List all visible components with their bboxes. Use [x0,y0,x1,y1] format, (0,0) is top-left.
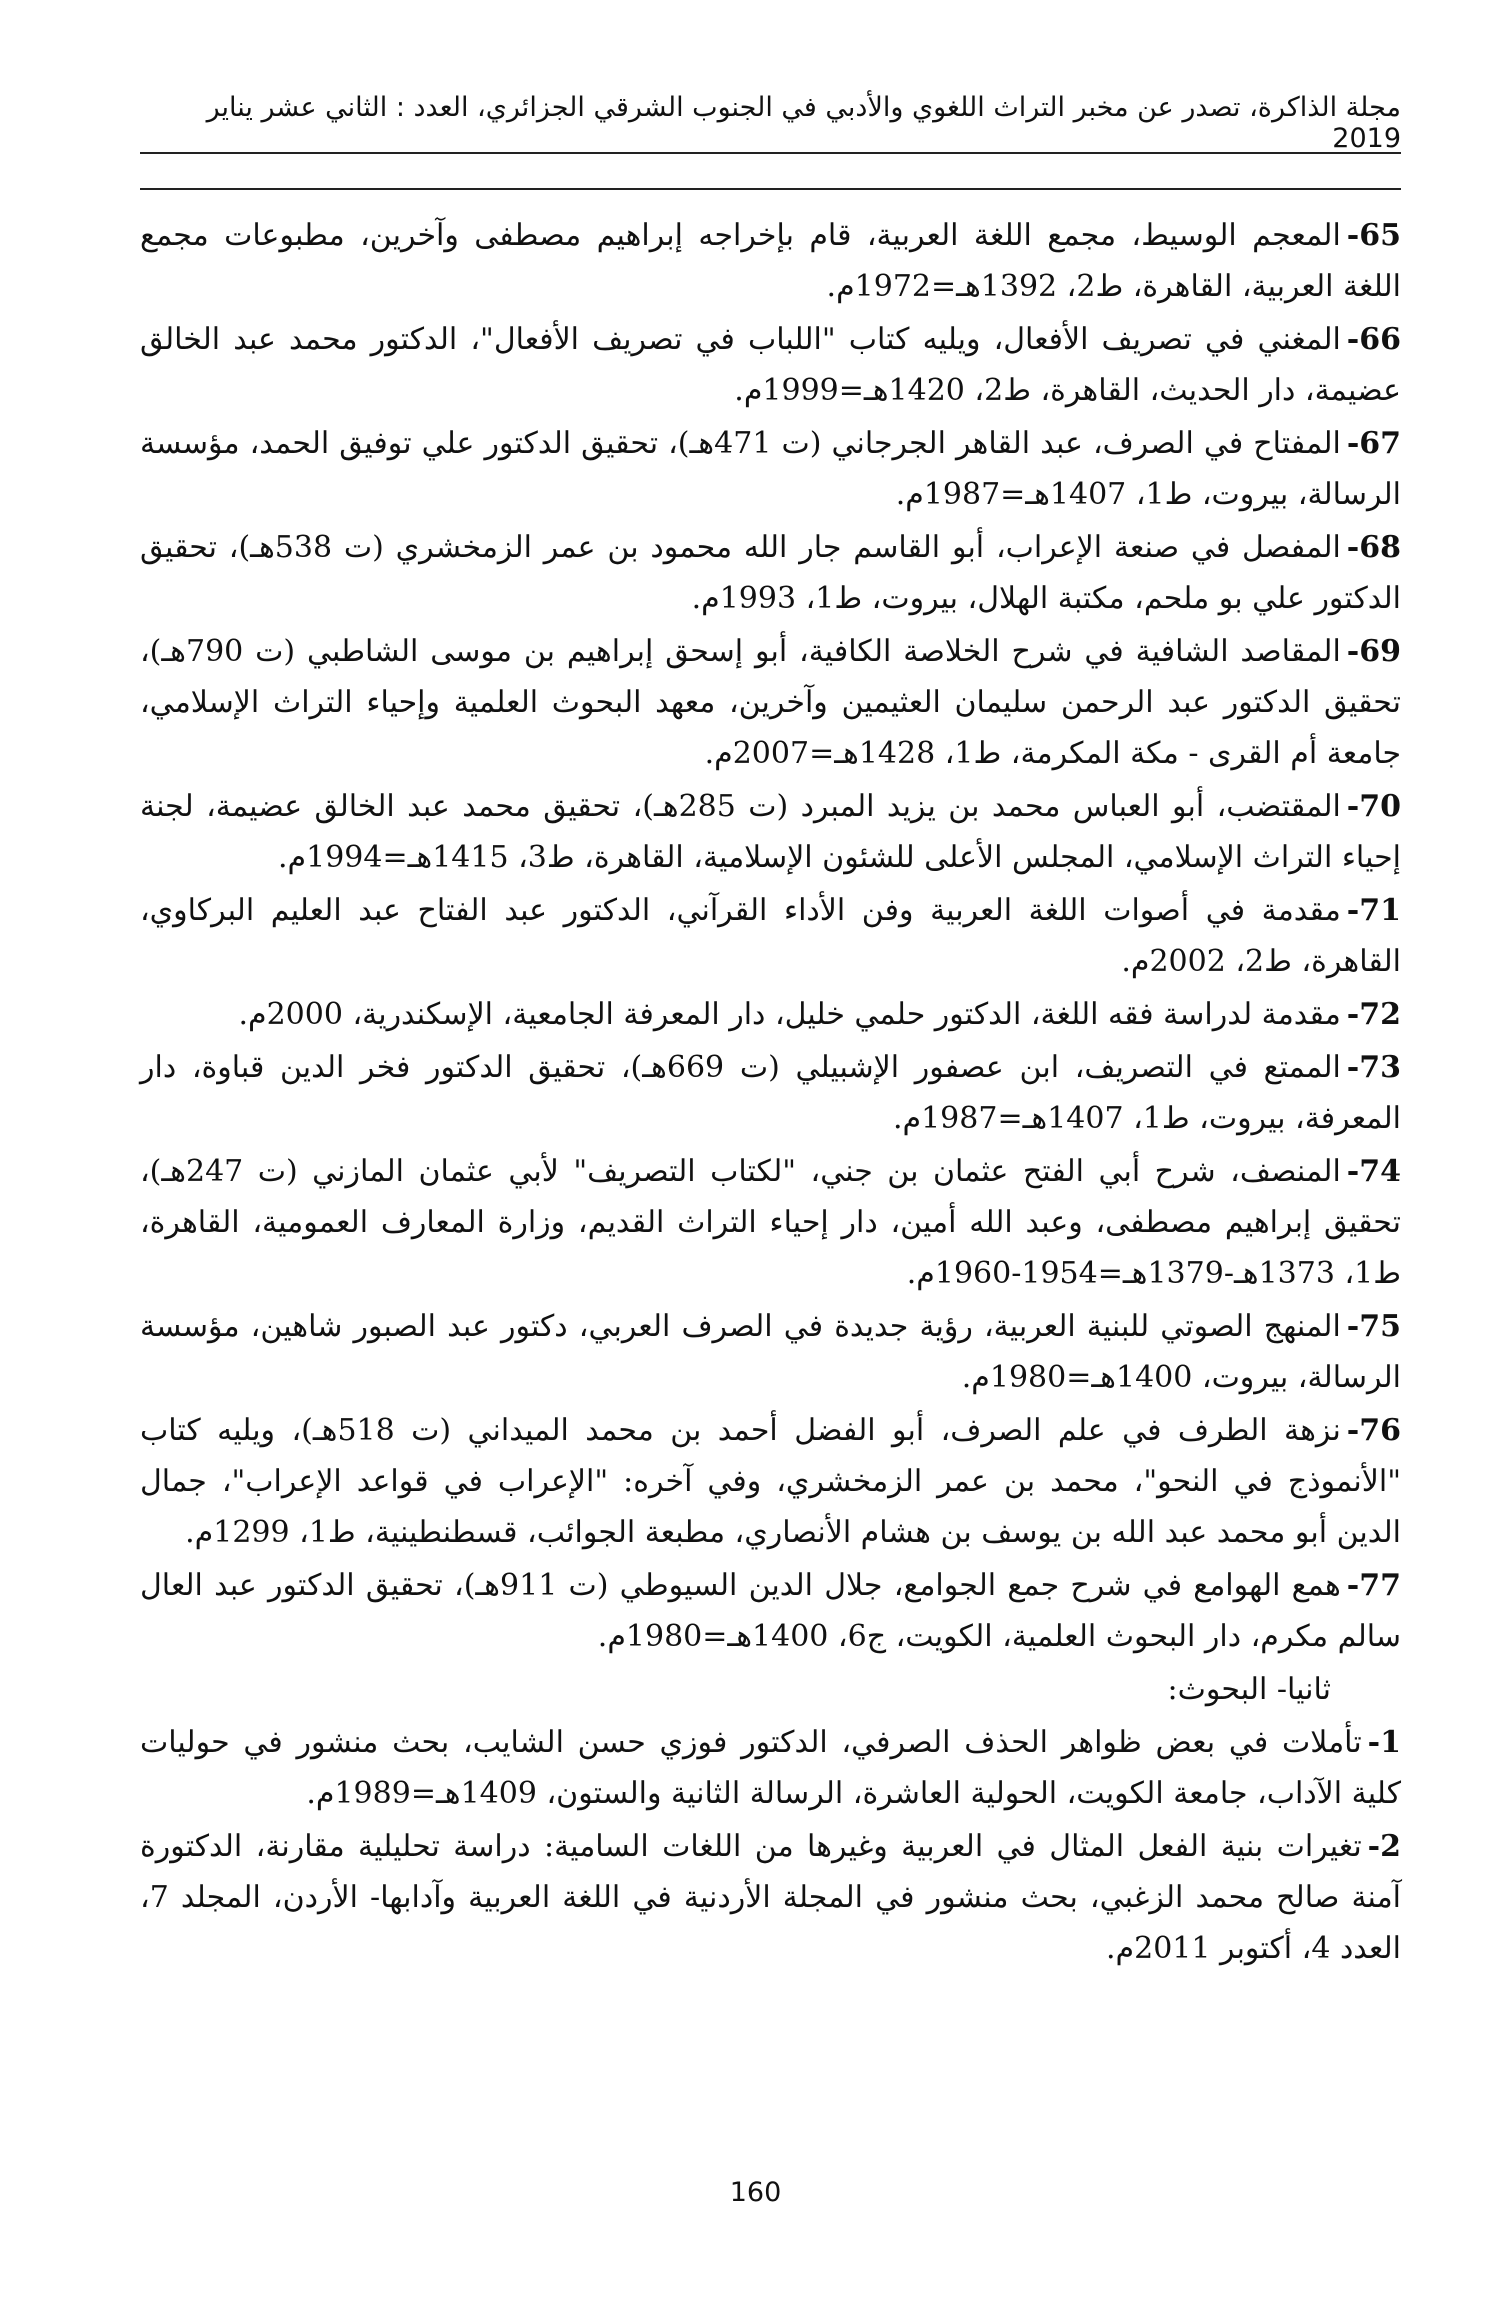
section-title: ثانيا- البحوث: [1167,1672,1331,1707]
research-text: تأملات في بعض ظواهر الحذف الصرفي، الدكتور فوزي حسن الشايب، بحث منشور في حوليات كلية الآداب، جامعة الكويت، الحولية العاشرة، الرسالة الثانية والستون، 1409هـ=1989م. [140,1725,1401,1811]
reference-entry [140,1042,1401,1144]
reference-entry [140,418,1401,520]
reference-text: مقدمة لدراسة فقه اللغة، الدكتور حلمي خليل، دار المعرفة الجامعية، الإسكندرية، 2000م. [238,997,1341,1032]
reference-entry [140,626,1401,779]
research-entry [140,1717,1401,1819]
reference-number: 72- [1346,997,1401,1032]
research-entry [140,1821,1401,1974]
reference-entry [140,1560,1401,1662]
research-text: تغيرات بنية الفعل المثال في العربية وغيرها من اللغات السامية: دراسة تحليلية مقارنة، الدكتورة آمنة صالح محمد الزغبي، بحث منشور في المجلة الأردنية في اللغة العربية وآدابها- الأردن، المجلد 7، العدد 4، أكتوبر 2011م. [140,1829,1401,1966]
reference-text: المعجم الوسيط، مجمع اللغة العربية، قام بإخراجه إبراهيم مصطفى وآخرين، مطبوعات مجمع اللغة العربية، القاهرة، ط2، 1392هـ=1972م. [140,218,1401,304]
header-rule-top [140,152,1401,154]
references-content [140,210,1401,1976]
research-number: 1- [1367,1725,1401,1760]
reference-number: 75- [1346,1309,1401,1344]
reference-number: 67- [1346,426,1402,461]
reference-number: 74- [1346,1154,1401,1189]
reference-text: المقتضب، أبو العباس محمد بن يزيد المبرد (ت 285هـ)، تحقيق محمد عبد الخالق عضيمة، لجنة إحياء التراث الإسلامي، المجلس الأعلى للشئون الإسلامية، القاهرة، ط3، 1415هـ=1994م. [140,789,1401,875]
reference-number: 73- [1346,1050,1401,1085]
reference-number: 76- [1346,1413,1401,1448]
header-rule-bottom [140,188,1401,190]
reference-text: المفصل في صنعة الإعراب، أبو القاسم جار الله محمود بن عمر الزمخشري (ت 538هـ)، تحقيق الدكتور علي بو ملحم، مكتبة الهلال، بيروت، ط1، 1993م. [140,530,1401,616]
reference-number: 68- [1346,530,1401,565]
reference-entry [140,1146,1401,1299]
reference-entry [140,314,1401,416]
reference-entry [140,885,1401,987]
reference-entry [140,1301,1401,1403]
reference-entry [140,781,1401,883]
reference-number: 69- [1346,634,1401,669]
reference-text: همع الهوامع في شرح جمع الجوامع، جلال الدين السيوطي (ت 911هـ)، تحقيق الدكتور عبد العال سالم مكرم، دار البحوث العلمية، الكويت، ج6، 1400هـ=1980م. [140,1568,1401,1654]
reference-number: 66- [1346,322,1401,357]
reference-text: المفتاح في الصرف، عبد القاهر الجرجاني (ت 471هـ)، تحقيق الدكتور علي توفيق الحمد، مؤسسة الرسالة، بيروت، ط1، 1407هـ=1987م. [140,426,1401,512]
reference-text: الممتع في التصريف، ابن عصفور الإشبيلي (ت 669هـ)، تحقيق الدكتور فخر الدين قباوة، دار المعرفة، بيروت، ط1، 1407هـ=1987م. [140,1050,1401,1136]
reference-entry [140,210,1401,312]
reference-entry [140,1405,1401,1558]
reference-text: المنصف، شرح أبي الفتح عثمان بن جني، "لكتاب التصريف" لأبي عثمان المازني (ت 247هـ)، تحقيق إبراهيم مصطفى، وعبد الله أمين، دار إحياء التراث القديم، وزارة المعارف العمومية، القاهرة، ط1، 1373هـ-1379هـ=1954-1960م. [140,1154,1401,1291]
reference-text: المغني في تصريف الأفعال، ويليه كتاب "اللباب في تصريف الأفعال"، الدكتور محمد عبد الخالق عضيمة، دار الحديث، القاهرة، ط2، 1420هـ=1999م. [140,322,1401,408]
reference-number: 65- [1346,218,1401,253]
reference-number: 77- [1346,1568,1401,1603]
reference-text: نزهة الطرف في علم الصرف، أبو الفضل أحمد بن محمد الميداني (ت 518هـ)، ويليه كتاب "الأنموذج في النحو"، محمد بن عمر الزمخشري، وفي آخره: "الإعراب في قواعد الإعراب"، جمال الدين أبو محمد عبد الله بن يوسف بن هشام الأنصاري، مطبعة الجوائب، قسطنطينية، ط1، 1299م. [140,1413,1401,1550]
page-number: 160 [729,2177,782,2208]
research-number: 2- [1367,1829,1401,1864]
reference-text: مقدمة في أصوات اللغة العربية وفن الأداء القرآني، الدكتور عبد الفتاح عبد العليم البركاوي، القاهرة، ط2، 2002م. [140,893,1401,979]
reference-text: المنهج الصوتي للبنية العربية، رؤية جديدة في الصرف العربي، دكتور عبد الصبور شاهين، مؤسسة الرسالة، بيروت، 1400هـ=1980م. [140,1309,1401,1395]
reference-number: 70- [1346,789,1401,824]
reference-entry [140,989,1401,1040]
journal-header: مجلة الذاكرة، تصدر عن مخبر التراث اللغوي والأدبي في الجنوب الشرقي الجزائري، العدد : الثاني عشر يناير 2019 [206,92,1401,154]
reference-text: المقاصد الشافية في شرح الخلاصة الكافية، أبو إسحق إبراهيم بن موسى الشاطبي (ت 790هـ)، تحقيق الدكتور عبد الرحمن سليمان العثيمين وآخرين، معهد البحوث العلمية وإحياء التراث الإسلامي، جامعة أم القرى - مكة المكرمة، ط1، 1428هـ=2007م. [140,634,1401,771]
reference-number: 71- [1346,893,1401,928]
reference-entry [140,522,1401,624]
